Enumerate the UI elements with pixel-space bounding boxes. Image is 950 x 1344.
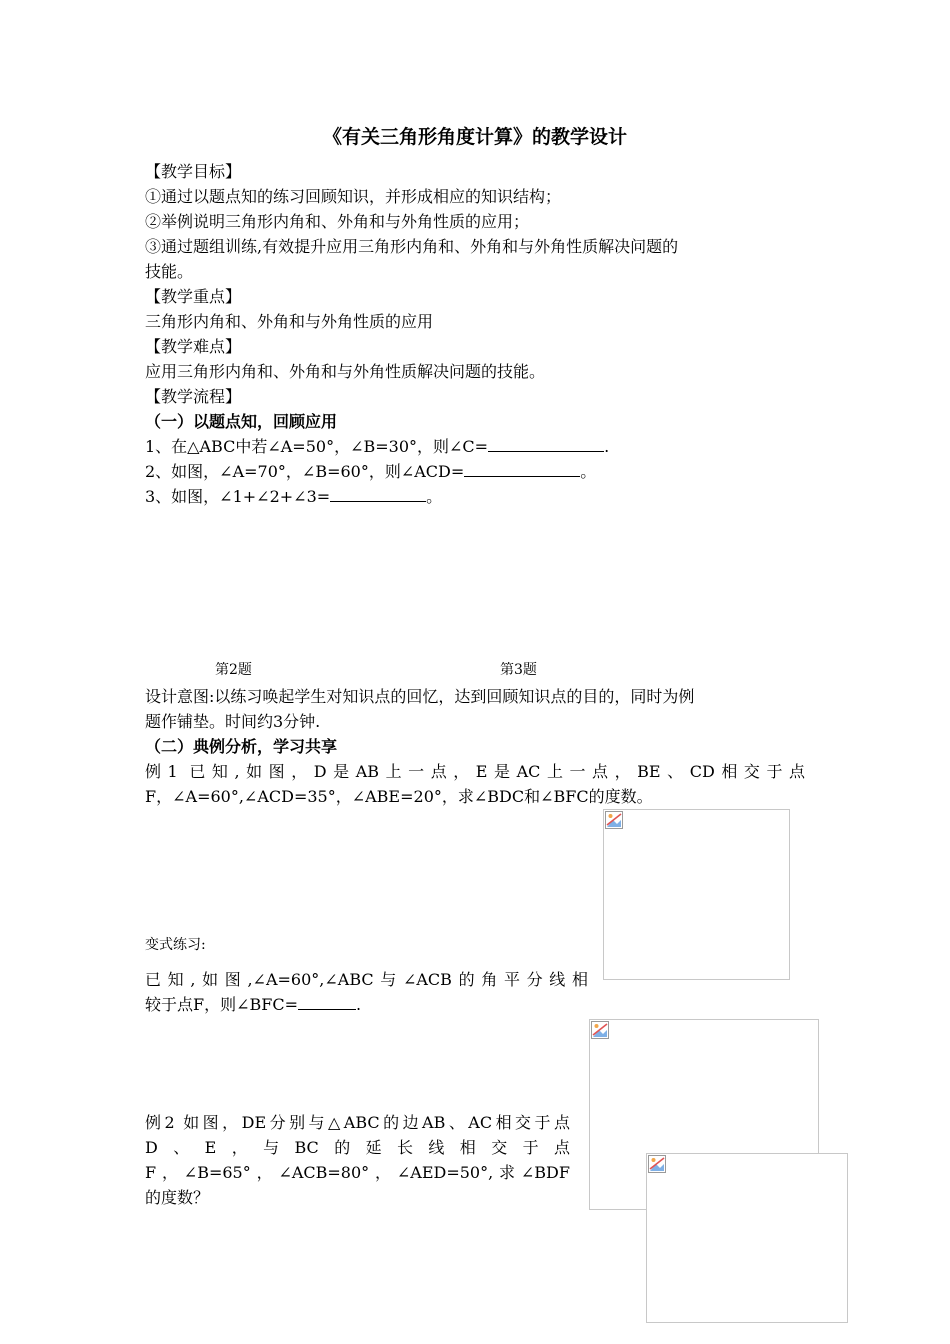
variant-practice-heading: 变式练习: xyxy=(145,937,206,953)
variant-answer-blank[interactable] xyxy=(298,995,356,1010)
example-1-line-1: 例1 已知,如图，D是AB上一点，E是AC上一点，BE、CD相交于点 xyxy=(145,762,805,781)
objectives-heading: 【教学目标】 xyxy=(145,162,242,181)
example-1-figure xyxy=(603,809,790,980)
figure-caption-3: 第3题 xyxy=(500,662,537,678)
key-points-text: 三角形内角和、外角和与外角性质的应用 xyxy=(145,312,434,331)
example-2-line-1: 例2 如图，DE分别与△ABC的边AB、AC相交于点 xyxy=(145,1113,570,1132)
variant-line-2-text: 较于点F，则∠BFC= xyxy=(145,995,299,1014)
answer-blank-3[interactable] xyxy=(330,487,426,502)
objective-item-3-cont: 技能。 xyxy=(145,262,194,281)
answer-blank-2[interactable] xyxy=(464,462,580,477)
variant-line-1: 已知,如图,∠A=60°,∠ABC与∠ACB的角平分线相 xyxy=(145,970,588,989)
example-2-line-2: D、E，与BC的延长线相交于点 xyxy=(145,1138,570,1157)
question-3-end: 。 xyxy=(426,487,443,506)
broken-image-icon xyxy=(648,1155,666,1173)
question-2 xyxy=(145,462,596,482)
example-2-figure xyxy=(646,1153,848,1323)
question-2-end: 。 xyxy=(580,462,597,481)
question-1 xyxy=(145,437,609,457)
section2-heading: （二）典例分析，学习共享 xyxy=(145,737,338,756)
objective-item-1: ①通过以题点知的练习回顾知识，并形成相应的知识结构； xyxy=(145,187,562,206)
process-heading: 【教学流程】 xyxy=(145,387,242,406)
example-2-line-4: 的度数？ xyxy=(145,1188,210,1207)
section1-heading: （一）以题点知，回顾应用 xyxy=(145,412,338,431)
difficulties-text: 应用三角形内角和、外角和与外角性质解决问题的技能。 xyxy=(145,362,546,381)
question-1-text: 1、在△ABC中若∠A=50°，∠B=30°，则∠C= xyxy=(145,437,489,456)
variant-line-2 xyxy=(145,995,361,1015)
question-2-text: 2、如图，∠A=70°，∠B=60°，则∠ACD= xyxy=(145,462,465,481)
key-points-heading: 【教学重点】 xyxy=(145,287,242,306)
page-title: 《有关三角形角度计算》的教学设计 xyxy=(322,126,627,148)
design-intent-line-2: 题作铺垫。时间约3分钟. xyxy=(145,712,321,731)
question-1-end: . xyxy=(604,437,610,456)
example-1-line-2: F，∠A=60°,∠ACD=35°，∠ABE=20°，求∠BDC和∠BFC的度数。 xyxy=(145,787,653,806)
variant-line-2-end: . xyxy=(356,995,362,1014)
broken-image-icon xyxy=(591,1021,609,1039)
figure-caption-2: 第2题 xyxy=(215,662,252,678)
design-intent-line-1: 设计意图:以练习唤起学生对知识点的回忆，达到回顾知识点的目的，同时为例 xyxy=(145,687,695,706)
objective-item-3: ③通过题组训练,有效提升应用三角形内角和、外角和与外角性质解决问题的 xyxy=(145,237,679,256)
example-2-line-3: F，∠B=65°，∠ACB=80°，∠AED=50°,求∠BDF xyxy=(145,1163,570,1182)
answer-blank-1[interactable] xyxy=(488,437,604,452)
question-3 xyxy=(145,487,442,507)
objective-item-2: ②举例说明三角形内角和、外角和与外角性质的应用； xyxy=(145,212,530,231)
broken-image-icon xyxy=(605,811,623,829)
question-3-text: 3、如图，∠1+∠2+∠3= xyxy=(145,487,331,506)
difficulties-heading: 【教学难点】 xyxy=(145,337,242,356)
